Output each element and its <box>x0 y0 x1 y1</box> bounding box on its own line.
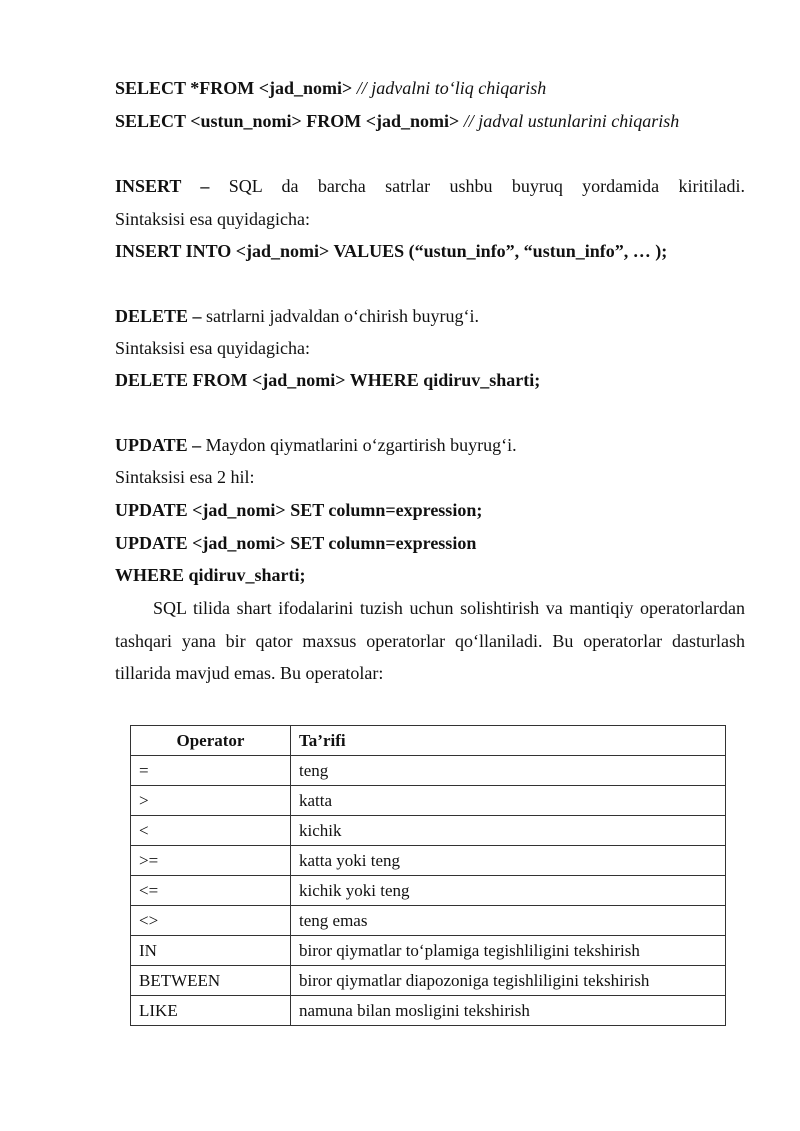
operator-cell: >= <box>131 846 291 876</box>
paragraph-line-2: tashqari yana bir qator maxsus operatorlar qo‘llaniladi. Bu operatorlar dasturlash <box>115 631 745 651</box>
description-cell: biror qiymatlar to‘plamiga tegishliligini tekshirish <box>291 936 726 966</box>
operator-cell: <> <box>131 906 291 936</box>
delete-syntax-label: Sintaksisi esa quyidagicha: <box>115 338 310 358</box>
insert-syntax-label: Sintaksisi esa quyidagicha: <box>115 209 310 229</box>
paragraph-line-3: tillarida mavjud emas. Bu operatolar: <box>115 663 384 683</box>
operators-table <box>130 725 726 1026</box>
insert-keyword: INSERT – <box>115 176 210 196</box>
operator-cell: <= <box>131 876 291 906</box>
select-columns-comment: // jadval ustunlarini chiqarish <box>463 111 680 131</box>
table-row <box>131 906 726 936</box>
update-syntax-3: WHERE qidiruv_sharti; <box>115 565 306 585</box>
table-header-row <box>131 726 726 756</box>
header-operator: Operator <box>131 726 291 756</box>
description-cell: namuna bilan mosligini tekshirish <box>291 996 726 1026</box>
description-cell: biror qiymatlar diapozoniga tegishliligini tekshirish <box>291 966 726 996</box>
table-row <box>131 996 726 1026</box>
paragraph-line-1: SQL tilida shart ifodalarini tuzish uchun solishtirish va mantiqiy operatorlardan <box>153 598 745 618</box>
operator-cell: LIKE <box>131 996 291 1026</box>
select-columns-line <box>115 110 745 132</box>
operator-cell: < <box>131 816 291 846</box>
insert-description <box>115 175 745 197</box>
update-syntax-label: Sintaksisi esa 2 hil: <box>115 467 255 487</box>
update-keyword: UPDATE – <box>115 435 202 455</box>
operator-cell: = <box>131 756 291 786</box>
operator-cell: IN <box>131 936 291 966</box>
delete-description <box>115 305 745 327</box>
table-row <box>131 786 726 816</box>
update-description-text: Maydon qiymatlarini o‘zgartirish buyrug‘i. <box>205 435 517 455</box>
header-description: Ta’rifi <box>291 726 726 756</box>
description-cell: kichik <box>291 816 726 846</box>
operator-cell: > <box>131 786 291 816</box>
select-all-line <box>115 77 745 99</box>
table-row <box>131 876 726 906</box>
insert-description-text: SQL da barcha satrlar ushbu buyruq yordamida kiritiladi. <box>228 176 745 196</box>
update-syntax-2: UPDATE <jad_nomi> SET column=expression <box>115 533 477 553</box>
table-row <box>131 966 726 996</box>
select-columns-code: SELECT <ustun_nomi> FROM <jad_nomi> <box>115 111 460 131</box>
update-description <box>115 434 745 456</box>
description-cell: katta yoki teng <box>291 846 726 876</box>
delete-syntax: DELETE FROM <jad_nomi> WHERE qidiruv_sharti; <box>115 370 541 390</box>
operator-cell: BETWEEN <box>131 966 291 996</box>
delete-description-text: satrlarni jadvaldan o‘chirish buyrug‘i. <box>206 306 479 326</box>
select-all-comment: // jadvalni to‘liq chiqarish <box>356 78 547 98</box>
table-row <box>131 816 726 846</box>
table-row <box>131 936 726 966</box>
update-syntax-1: UPDATE <jad_nomi> SET column=expression; <box>115 500 483 520</box>
description-cell: kichik yoki teng <box>291 876 726 906</box>
insert-syntax: INSERT INTO <jad_nomi> VALUES (“ustun_info”, “ustun_info”, … ); <box>115 241 668 261</box>
table-row <box>131 846 726 876</box>
description-cell: katta <box>291 786 726 816</box>
delete-keyword: DELETE – <box>115 306 202 326</box>
description-cell: teng emas <box>291 906 726 936</box>
select-all-code: SELECT *FROM <jad_nomi> <box>115 78 353 98</box>
table-row <box>131 756 726 786</box>
description-cell: teng <box>291 756 726 786</box>
